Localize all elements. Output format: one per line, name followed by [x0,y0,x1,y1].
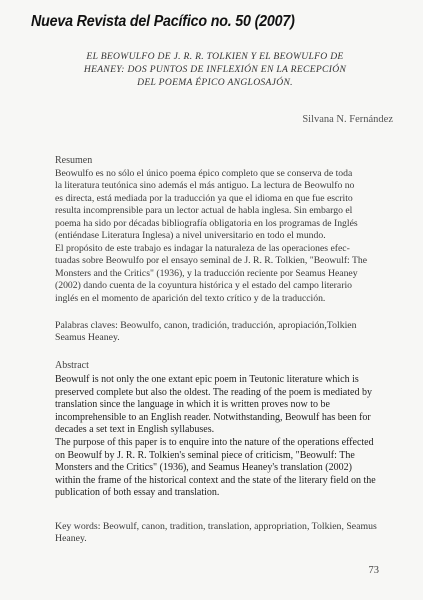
text-line: on Beowulf by J. R. R. Tolkien's seminal piece of criticism, "Beowulf: The [55,449,355,461]
article-title [40,50,390,89]
page-number: 73 [368,565,379,576]
text-line: Beowulfo es no sólo el único poema épico completo que se conserva de toda [55,168,353,179]
text-line: The purpose of this paper is to enquire into the nature of the operations effected [55,437,374,448]
text-line: Key words: Beowulf, canon, tradition, translation, appropriation, Tolkien, Seamus [55,521,377,532]
text-line: inglés en el momento de aparición del texto crítico y de la traducción. [55,292,326,304]
text-line: Seamus Heaney. [55,332,120,344]
text-line: translation since the language in which it is written proves now to be [55,399,330,411]
text-line: Monsters and the Critics" (1936), y la traducción reciente por Seamus Heaney [55,267,358,279]
text-line: Palabras claves: Beowulfo, canon, tradición, traducción, apropiación,Tolkien [55,320,357,331]
text-line: Monsters and the Critics" (1936), and Seamus Heaney's translation (2002) [55,462,352,474]
article-title-line-3: DEL POEMA ÉPICO ANGLOSAJÓN. [137,77,293,88]
text-line: Heaney. [55,533,87,545]
text-line: (2002) dando cuenta de la coyuntura histórica y el estado del campo literario [55,280,352,292]
text-line: la literatura teutónica sino además el más antiguo. La lectura de Beowulfo no [55,180,355,192]
resumen-keywords [55,320,403,345]
resumen-paragraph-2 [55,243,403,305]
text-line: El propósito de este trabajo es indagar la naturaleza de las operaciones efec- [55,243,350,254]
text-line: poema ha sido por décadas bibliografía obligatoria en los programas de Inglés [55,217,358,229]
resumen-heading: Resumen [55,155,93,166]
text-line: resulta incomprensible para un lector actual de habla inglesa. Sin embargo el [55,205,353,217]
article-title-line-1: EL BEOWULFO DE J. R. R. TOLKIEN Y EL BEOWULFO DE [86,51,344,62]
text-line: es directa, está mediada por la traducción ya que el idioma en que fue escrito [55,192,353,204]
text-line: publication of both essay and translation. [55,487,220,499]
text-line: preserved complete but also the oldest. The reading of the poem is mediated by [55,386,372,398]
resumen-paragraph-1 [55,168,403,242]
text-line: (entiéndase Literatura Inglesa) a nivel universitario en todo el mundo. [55,230,326,242]
abstract-heading: Abstract [55,360,89,371]
text-line: decades a set text in English syllabuses. [55,424,215,436]
text-line: tuadas sobre Beowulfo por el ensayo seminal de J. R. R. Tolkien, "Beowulf: The [55,255,368,267]
text-line: Beowulf is not only the one extant epic poem in Teutonic literature which is [55,374,359,385]
abstract-paragraph-1 [55,374,403,437]
author-name: Silvana N. Fernández [302,114,393,125]
text-line: incomprehensible to an English reader. Notwithstanding, Beowulf has been for [55,411,371,423]
abstract-keywords [55,521,403,546]
abstract-paragraph-2 [55,437,403,500]
journal-header: Nueva Revista del Pacífico no. 50 (2007) [31,13,295,30]
article-title-line-2: HEANEY: DOS PUNTOS DE INFLEXIÓN EN LA RECEPCIÓN [83,64,347,75]
text-line: within the frame of the historical context and the state of the literary field on the [55,474,376,486]
